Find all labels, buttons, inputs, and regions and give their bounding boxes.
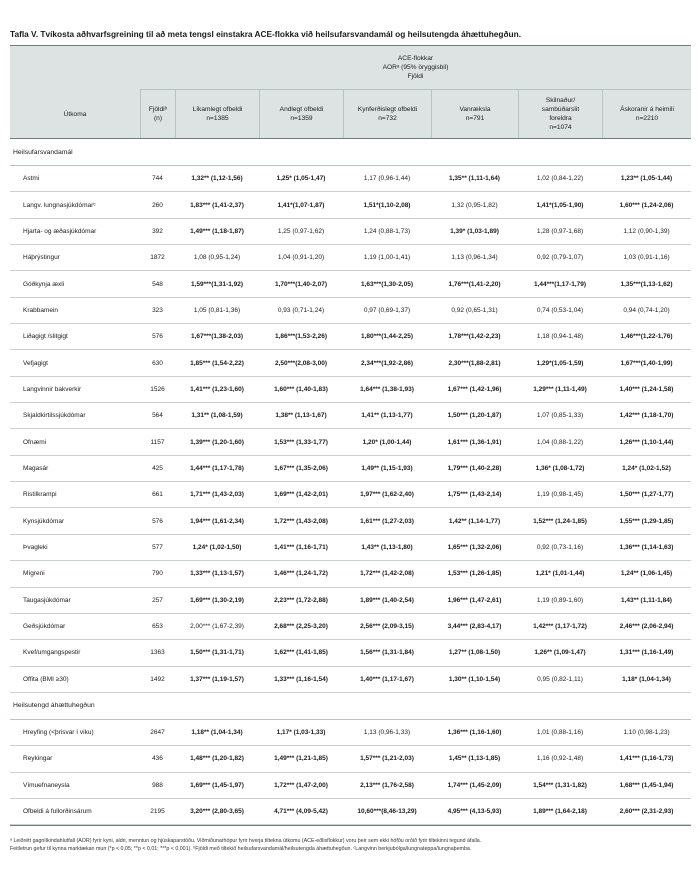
aor-cell: 1,46***(1,22-1,76) [620, 333, 673, 341]
row-count: 988 [152, 781, 163, 789]
row-label: Vefjagigt [23, 359, 48, 367]
aor-cell: 1,44***(1,17-1,79) [533, 280, 587, 288]
row-label: Mígreni [23, 570, 45, 578]
table-body [10, 139, 691, 825]
aor-cell: 1,41*** (1,16-1,71) [274, 543, 328, 551]
aor-cell: 1,94*** (1,61-2,34) [190, 517, 244, 525]
aor-cell: 1,30** (1,10-1,54) [448, 675, 501, 683]
aor-cell: 1,23** (1,05-1,44) [620, 175, 673, 183]
aor-cell: 1,70***(1,40-2,07) [274, 280, 328, 288]
aor-cell: 1,04 (0,88-1,22) [536, 438, 584, 446]
aor-cell: 2,30***(1,88-2,81) [448, 359, 501, 367]
aor-cell: 1,24 (0,88-1,73) [363, 227, 411, 235]
table-row [10, 377, 691, 403]
aor-cell: 1,54*** (1,31-1,82) [533, 781, 587, 789]
aor-cell: 3,20*** (2,80-3,65) [190, 808, 244, 816]
row-label: Þvagleki [23, 543, 48, 551]
aor-cell: 1,78***(1,42-2,23) [448, 333, 501, 341]
aor-cell: 1,29*(1,05-1,59) [536, 359, 584, 367]
col-header-n: Fjöldiᵇ (n) [140, 90, 175, 138]
row-count: 323 [152, 306, 163, 314]
aor-cell: 1,45** (1,13-1,85) [448, 755, 501, 763]
table-row [10, 219, 691, 245]
aor-cell: 1,19 (0,98-1,45) [536, 491, 584, 499]
table-row [10, 720, 691, 746]
aor-cell: 1,02 (0,84-1,22) [536, 175, 584, 183]
row-count: 260 [152, 201, 163, 209]
aor-cell: 1,17 (0,96-1,44) [363, 175, 411, 183]
aor-cell: 1,36* (1,08-1,72) [535, 464, 585, 472]
aor-cell: 1,27** (1,08-1,50) [448, 649, 501, 657]
table-row [10, 403, 691, 429]
aor-cell: 1,50*** (1,31-1,71) [190, 649, 244, 657]
aor-cell: 1,59***(1,31-1,92) [190, 280, 244, 288]
aor-cell: 1,12 (0,90-1,39) [623, 227, 670, 235]
row-label: Krabbamein [23, 306, 59, 314]
aor-cell: 1,55*** (1,29-1,85) [619, 517, 674, 525]
aor-cell: 1,24** (1,06-1,45) [620, 570, 673, 578]
aor-cell: 1,29*** (1,11-1,49) [533, 385, 587, 393]
row-count: 661 [152, 491, 163, 499]
aor-cell: 1,35** (1,11-1,64) [449, 175, 500, 183]
aor-cell: 1,49** (1,15-1,93) [361, 464, 413, 472]
aor-cell: 1,61*** (1,36-1,91) [447, 438, 502, 446]
aor-cell: 1,51*(1,10-2,08) [363, 201, 411, 209]
col-header-physical-abuse: Líkamlegt ofbeldi n=1385 [175, 90, 259, 138]
aor-cell: 1,25 (0,97-1,62) [277, 227, 325, 235]
row-count: 576 [152, 517, 163, 525]
aor-cell: 2,34***(1,92-2,86) [360, 359, 414, 367]
aor-cell: 1,33*** (1,16-1,54) [274, 675, 328, 683]
col-header-emotional-abuse: Andlegt ofbeldi n=1359 [259, 90, 343, 138]
row-count: 630 [152, 359, 163, 367]
aor-cell: 1,16 (0,92-1,48) [536, 755, 584, 763]
aor-cell: 1,43** (1,11-1,84) [621, 596, 672, 604]
aor-cell: 2,50***(2,08-3,00) [274, 359, 328, 367]
row-count: 790 [152, 570, 163, 578]
aor-cell: 1,31** (1,08-1,59) [191, 412, 243, 420]
aor-cell: 1,41*** (1,16-1,73) [619, 755, 674, 763]
col-header-sexual-abuse: Kynferðislegt ofbeldi n=732 [343, 90, 431, 138]
aor-cell: 1,18** (1,04-1,34) [191, 729, 243, 737]
table-row [10, 508, 691, 534]
aor-cell: 1,36*** (1,14-1,63) [619, 543, 674, 551]
aor-cell: 1,24* (1,02-1,52) [622, 464, 671, 472]
aor-cell: 1,44*** (1,17-1,78) [190, 464, 244, 472]
table-row [10, 298, 691, 324]
table-row [10, 482, 691, 508]
aor-cell: 1,74*** (1,45-2,09) [447, 781, 502, 789]
table-row [10, 192, 691, 218]
aor-cell: 1,26*** (1,10-1,44) [619, 438, 674, 446]
aor-cell: 1,42** (1,14-1,77) [448, 517, 501, 525]
row-count: 425 [152, 464, 163, 472]
aor-cell: 1,42*** (1,17-1,72) [533, 623, 587, 631]
aor-cell: 2,68*** (2,25-3,20) [274, 623, 328, 631]
footnotes [10, 838, 694, 853]
row-count: 548 [152, 280, 163, 288]
aor-label: AORᵃ (95% öryggisbil) [382, 64, 449, 71]
aor-cell: 0,92 (0,65-1,31) [451, 306, 498, 314]
aor-cell: 2,23*** (1,72-2,88) [274, 596, 328, 604]
aor-cell: 1,19 (1,00-1,41) [363, 254, 411, 262]
aor-cell: 1,17* (1,03-1,33) [276, 729, 326, 737]
aor-cell: 4,95*** (4,13-5,93) [447, 808, 502, 816]
aor-cell: 1,85*** (1,54-2,22) [190, 359, 244, 367]
aor-cell: 1,52*** (1,24-1,85) [533, 517, 587, 525]
row-count: 2647 [150, 729, 165, 737]
aor-cell: 1,39*** (1,20-1,60) [190, 438, 244, 446]
aor-cell: 1,41** (1,13-1,77) [361, 412, 413, 420]
row-label: Góðkynja æxli [23, 280, 65, 288]
row-label: Skjaldkirtilssjúkdómar [23, 412, 86, 420]
aor-cell: 1,57*** (1,21-2,03) [360, 755, 414, 763]
aor-cell: 1,69*** (1,45-1,97) [190, 781, 244, 789]
aor-cell: 1,67***(1,40-1,99) [620, 359, 673, 367]
aor-cell: 1,89*** (1,40-2,54) [360, 596, 414, 604]
row-label: Reykingar [23, 755, 53, 763]
row-count: 1363 [150, 649, 165, 657]
table-row [10, 429, 691, 455]
aor-cell: 1,72*** (1,47-2,00) [274, 781, 328, 789]
aor-cell: 1,49*** (1,21-1,85) [274, 755, 328, 763]
aor-cell: 1,40*** (1,17-1,67) [360, 675, 414, 683]
aor-cell: 1,24* (1,02-1,50) [192, 543, 242, 551]
row-label: Geðsjúkdómar [23, 623, 66, 631]
aor-cell: 2,46*** (2,06-2,94) [619, 623, 674, 631]
section-header: Heilsufarsvandamál [10, 139, 691, 166]
aor-cell: 1,50*** (1,27-1,77) [619, 491, 674, 499]
row-label: Ofbeldi á fullorðinsárum [23, 808, 92, 816]
aor-cell: 1,18 (0,94-1,48) [536, 333, 584, 341]
ace-group-label: ACE-flokkar [397, 55, 434, 62]
aor-cell: 1,03 (0,91-1,16) [623, 254, 670, 262]
row-count: 436 [152, 755, 163, 763]
aor-cell: 1,05 (0,81-1,36) [193, 306, 241, 314]
row-label: Langv. lungnasjúkdómarᶜ [23, 201, 96, 209]
aor-cell: 1,76***(1,41-2,20) [448, 280, 501, 288]
aor-cell: 1,04 (0,91-1,20) [277, 254, 325, 262]
n-label: Fjöldi [407, 73, 424, 80]
aor-cell: 1,25* (1,05-1,47) [276, 175, 326, 183]
aor-cell: 1,72*** (1,43-2,08) [274, 517, 328, 525]
row-label: Hreyfing (<þrisvar í viku) [23, 729, 94, 737]
table-row [10, 271, 691, 297]
row-count: 1492 [150, 675, 165, 683]
aor-cell: 1,60*** (1,24-2,06) [619, 201, 674, 209]
col-header-outcome: Útkoma [63, 110, 87, 118]
aor-cell: 1,08 (0,95-1,24) [193, 254, 241, 262]
row-label: Astmi [23, 175, 40, 183]
row-label: Ristilkrampi [23, 491, 57, 499]
table-row [10, 324, 691, 350]
aor-cell: 1,86***(1,53-2,26) [274, 333, 328, 341]
aor-cell: 1,21* (1,01-1,44) [535, 570, 585, 578]
aor-cell: 1,96*** (1,47-2,61) [447, 596, 502, 604]
aor-cell: 1,67*** (1,42-1,96) [447, 385, 502, 393]
col-header-divorce: Skilnaður/ sambúðarslit foreldra n=1074 [518, 90, 602, 138]
aor-cell: 1,69*** (1,42-2,01) [274, 491, 328, 499]
aor-cell: 0,93 (0,71-1,24) [277, 306, 325, 314]
row-count: 576 [152, 333, 163, 341]
row-count: 2195 [150, 808, 165, 816]
row-label: Magasár [23, 464, 49, 472]
aor-cell: 3,44*** (2,83-4,17) [447, 623, 502, 631]
aor-cell: 1,41*(1,05-1,90) [536, 201, 584, 209]
aor-cell: 1,50*** (1,20-1,87) [447, 412, 502, 420]
row-label: Taugasjúkdómar [23, 596, 71, 604]
row-label: Langvinnir bakverkir [23, 385, 82, 393]
aor-cell: 0,95 (0,82-1,11) [537, 675, 583, 683]
table-row [10, 773, 691, 799]
aor-cell: 1,19 (0,89-1,60) [536, 596, 584, 604]
aor-cell: 1,07 (0,85-1,33) [536, 412, 584, 420]
row-count: 1872 [150, 254, 165, 262]
aor-cell: 1,37*** (1,19-1,57) [190, 675, 244, 683]
aor-cell: 1,13 (0,96-1,33) [363, 729, 411, 737]
aor-cell: 1,83*** (1,41-2,37) [190, 201, 244, 209]
aor-cell: 0,74 (0,53-1,04) [536, 306, 584, 314]
aor-cell: 1,56*** (1,31-1,84) [360, 649, 414, 657]
aor-cell: 1,28 (0,97-1,68) [536, 227, 584, 235]
aor-cell: 1,36*** (1,16-1,60) [447, 729, 502, 737]
aor-cell: 2,60*** (2,31-2,93) [619, 808, 674, 816]
table-header [10, 45, 691, 139]
aor-cell: 1,42*** (1,18-1,70) [619, 412, 674, 420]
aor-cell: 1,31*** (1,16-1,49) [619, 649, 674, 657]
aor-cell: 1,89*** (1,64-2,18) [533, 808, 587, 816]
aor-cell: 1,49*** (1,18-1,87) [190, 227, 244, 235]
footnote-b: Feitletrun gefur til kynna marktækan mun (*p < 0,05; **p < 0,01; ***p < 0,001). ᵇFjöldi með tiltekið heilsufarsvandamál/heilsutengda áhættuhegðun. ᶜLangvinn berkjubólga/lungnateppa/lungnaþemba. [10, 845, 472, 852]
aor-cell: 1,32 (0,95-1,82) [451, 201, 498, 209]
aor-cell: 1,01 (0,88-1,16) [536, 729, 584, 737]
table-row [10, 456, 691, 482]
aor-cell: 1,41*** (1,23-1,60) [190, 385, 244, 393]
column-headers [10, 90, 691, 139]
table-row [10, 667, 691, 693]
aor-cell: 0,92 (0,79-1,07) [536, 254, 584, 262]
aor-cell: 1,71*** (1,43-2,03) [190, 491, 244, 499]
aor-cell: 1,38** (1,13-1,67) [275, 412, 327, 420]
table-row [10, 799, 691, 825]
row-label: Ofnæmi [23, 438, 47, 446]
row-count: 653 [152, 623, 163, 631]
aor-cell: 1,67*** (1,35-2,06) [274, 464, 328, 472]
aor-cell: 1,48*** (1,20-1,82) [190, 755, 244, 763]
aor-cell: 1,26** (1,09-1,47) [534, 649, 586, 657]
aor-cell: 0,94 (0,74-1,20) [623, 306, 670, 314]
row-label: Hjarta- og æðasjúkdómar [23, 227, 97, 235]
aor-cell: 1,63***(1,30-2,05) [360, 280, 414, 288]
results-table [10, 45, 691, 825]
table-row [10, 561, 691, 587]
section-header: Heilsutengd áhættuhegðun [10, 693, 691, 720]
aor-cell: 1,79*** (1,40-2,28) [447, 464, 502, 472]
aor-cell: 2,00*** (1,67-2,39) [190, 623, 244, 631]
aor-cell: 1,40*** (1,24-1,58) [619, 385, 674, 393]
aor-cell: 1,60*** (1,40-1,83) [274, 385, 328, 393]
col-header-neglect: Vanræksla n=791 [431, 90, 518, 138]
row-label: Offita (BMI ≥30) [23, 675, 69, 683]
table-row [10, 245, 691, 271]
footnote-divider [10, 825, 691, 826]
aor-cell: 1,10 (0,98-1,23) [623, 729, 670, 737]
row-count: 577 [152, 543, 163, 551]
aor-cell: 1,53*** (1,33-1,77) [274, 438, 328, 446]
aor-cell: 1,68*** (1,45-1,94) [619, 781, 674, 789]
aor-cell: 1,97*** (1,62-2,40) [360, 491, 414, 499]
aor-cell: 1,64*** (1,38-1,93) [360, 385, 414, 393]
table-row [10, 350, 691, 376]
table-title: Tafla V. Tvíkosta aðhvarfsgreining til að meta tengsl einstakra ACE-flokka við heilsufarsvandamál og heilsutengda áhættuhegðun. [10, 29, 521, 39]
table-row [10, 640, 691, 666]
row-label: Kvef/umgangspestir [23, 649, 81, 657]
col-header-household-challenges: Áskoranir á heimili n=2210 [602, 90, 691, 138]
aor-cell: 1,39* (1,03-1,89) [450, 227, 499, 235]
aor-cell: 1,80***(1,44-2,25) [360, 333, 414, 341]
aor-cell: 1,69*** (1,30-2,19) [190, 596, 244, 604]
aor-cell: 1,43** (1,13-1,80) [361, 543, 413, 551]
row-count: 392 [152, 227, 163, 235]
table-row [10, 166, 691, 192]
row-count: 564 [152, 412, 163, 420]
table-row [10, 746, 691, 772]
aor-cell: 1,35***(1,13-1,62) [620, 280, 673, 288]
row-label: Kynsjúkdómar [23, 517, 65, 525]
aor-cell: 1,33*** (1,13-1,57) [190, 570, 244, 578]
row-count: 1157 [150, 438, 165, 446]
aor-cell: 1,53*** (1,26-1,85) [447, 570, 502, 578]
aor-cell: 4,71*** (4,09-5,42) [274, 808, 328, 816]
table-row [10, 614, 691, 640]
aor-cell: 1,75*** (1,43-2,14) [447, 491, 502, 499]
aor-cell: 1,46*** (1,24-1,72) [274, 570, 328, 578]
row-count: 1526 [150, 385, 165, 393]
aor-cell: 1,72*** (1,42-2,08) [360, 570, 414, 578]
aor-cell: 0,97 (0,69-1,37) [363, 306, 411, 314]
row-label: Vímuefnaneysla [23, 781, 70, 789]
aor-cell: 1,65*** (1,32-2,06) [447, 543, 502, 551]
row-label: Liðagigt /slitgigt [23, 333, 68, 341]
aor-cell: 10,60***(8,46-13,29) [357, 808, 417, 816]
aor-cell: 2,56*** (2,09-3,15) [360, 623, 414, 631]
table-row [10, 535, 691, 561]
row-label: Háþrýstingur [23, 254, 60, 262]
aor-cell: 1,62*** (1,41-1,85) [274, 649, 328, 657]
aor-cell: 1,67***(1,38-2,03) [190, 333, 244, 341]
aor-cell: 1,20* (1,00-1,44) [362, 438, 412, 446]
ace-group-header [140, 46, 691, 90]
aor-cell: 2,13*** (1,76-2,58) [360, 781, 414, 789]
aor-cell: 0,92 (0,73-1,16) [536, 543, 584, 551]
table-row [10, 588, 691, 614]
row-count: 744 [152, 175, 163, 183]
aor-cell: 1,41*(1,07-1,87) [277, 201, 325, 209]
aor-cell: 1,32** (1,12-1,56) [191, 175, 243, 183]
aor-cell: 1,61*** (1,27-2,03) [360, 517, 414, 525]
footnote-a: ᵃ Leiðrétt gagnlíkindahlutfall (AOR) fyrir kyni, aldri, menntun og hjúskaparstöðu. Viðmiðunarhópur fyrir hverja tiltekna útkomu (ACE-eðlisflokkur) voru þeir sem ekki höfðu orðið fyrir tiltekinni tegund áfalla. [10, 838, 482, 844]
row-count: 257 [152, 596, 163, 604]
aor-cell: 1,13 (0,96-1,34) [451, 254, 498, 262]
aor-cell: 1,18* (1,04-1,34) [622, 675, 671, 683]
